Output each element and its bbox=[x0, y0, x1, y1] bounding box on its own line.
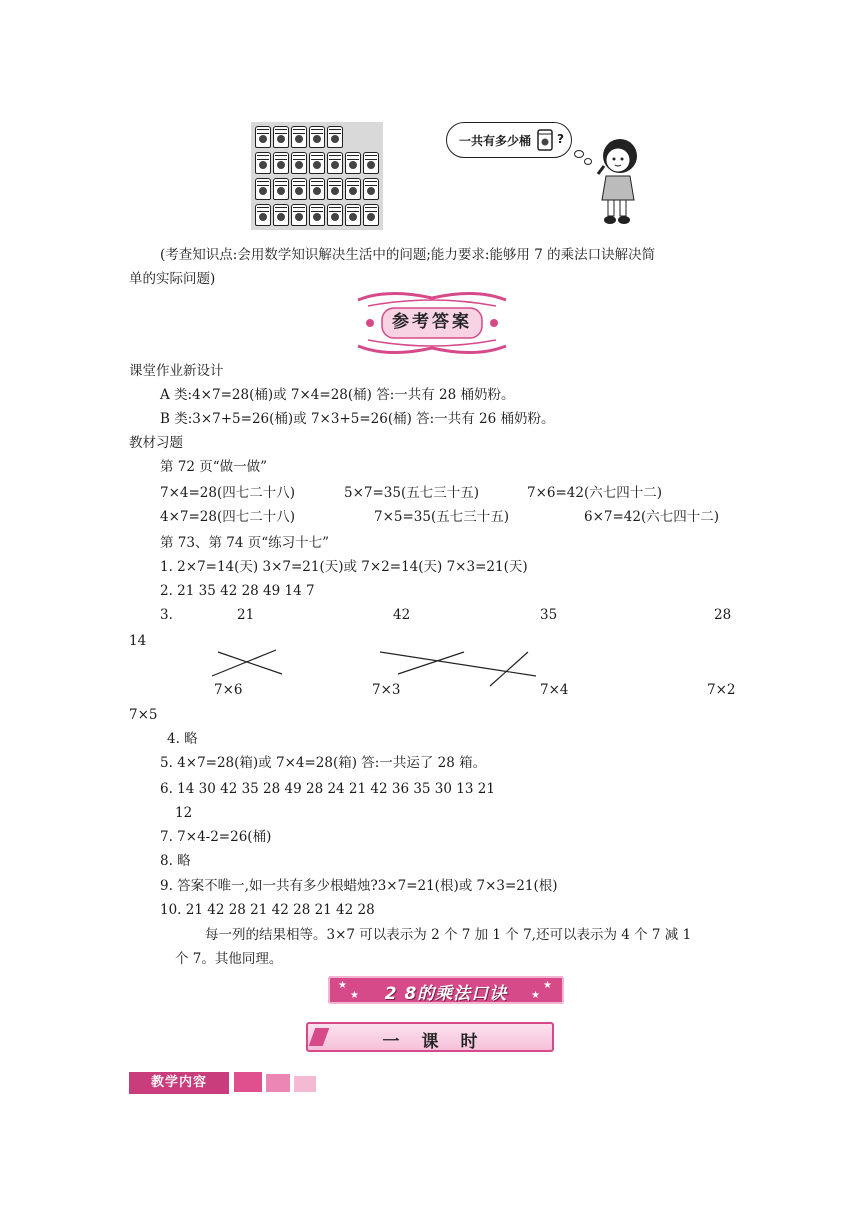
answer-line: 21 bbox=[237, 607, 255, 623]
star-icon: ★ bbox=[531, 990, 540, 1001]
answer-line: 28 bbox=[714, 607, 732, 623]
note-line-2: 单的实际问题) bbox=[129, 271, 216, 287]
bubble-question-mark: ? bbox=[557, 132, 564, 146]
tag-square-icon bbox=[294, 1076, 316, 1092]
answer-line: 10. 21 42 28 21 42 28 21 42 28 bbox=[160, 902, 375, 918]
answer-line: 7×6=42(六七四十二) bbox=[527, 485, 663, 501]
match-line bbox=[490, 652, 528, 686]
answer-line: 7×2 bbox=[707, 682, 736, 698]
answer-line: 7×4=28(四七二十八) bbox=[160, 485, 296, 501]
answer-line: 5. 4×7=28(箱)或 7×4=28(箱) 答:一共运了 28 箱。 bbox=[160, 755, 487, 771]
answer-line: 12 bbox=[175, 805, 193, 821]
answer-line: 35 bbox=[540, 607, 558, 623]
answer-line: 7. 7×4-2=26(桶) bbox=[160, 829, 272, 845]
answer-line: 7×4 bbox=[540, 682, 569, 698]
answer-line: 7×6 bbox=[214, 682, 243, 698]
answer-line: 4×7=28(四七二十八) bbox=[160, 509, 296, 525]
answer-line: 第 72 页“做一做” bbox=[160, 459, 268, 475]
lesson-title: 一课时 bbox=[382, 1032, 500, 1052]
bubble-text: 一共有多少桶 bbox=[459, 134, 532, 148]
answer-line: 教材习题 bbox=[129, 435, 183, 451]
answer-line: 个 7。其他同理。 bbox=[175, 951, 283, 967]
answer-line: B 类:3×7+5=26(桶)或 7×3+5=26(桶) 答:一共有 26 桶奶粉。 bbox=[160, 411, 555, 427]
answer-line: 7×5=35(五七三十五) bbox=[374, 509, 510, 525]
answer-line: 2. 21 35 42 28 49 14 7 bbox=[160, 583, 315, 599]
answer-line: 1. 2×7=14(天) 3×7=21(天)或 7×2=14(天) 7×3=21(天) bbox=[160, 559, 528, 575]
section-title: 2 8的乘法口诀 bbox=[384, 984, 508, 1004]
match-line bbox=[212, 650, 276, 676]
star-icon: ★ bbox=[350, 990, 359, 1001]
answer-line: 课堂作业新设计 bbox=[129, 363, 224, 379]
answer-line: 9. 答案不唯一,如一共有多少根蜡烛?3×7=21(根)或 7×3=21(根) bbox=[160, 878, 558, 894]
answer-line: 7×5 bbox=[129, 707, 158, 723]
star-icon: ★ bbox=[543, 980, 552, 991]
star-icon: ★ bbox=[338, 980, 347, 991]
match-line bbox=[218, 652, 282, 674]
tag-square-icon bbox=[266, 1074, 290, 1092]
answer-line: 14 bbox=[129, 633, 147, 649]
tag-square-icon bbox=[234, 1072, 262, 1092]
answer-line: 每一列的结果相等。3×7 可以表示为 2 个 7 加 1 个 7,还可以表示为 4 个 7 减 1 bbox=[205, 927, 692, 943]
answer-line: 7×3 bbox=[372, 682, 401, 698]
answer-line: 5×7=35(五七三十五) bbox=[344, 485, 480, 501]
answer-line: A 类:4×7=28(桶)或 7×4=28(桶) 答:一共有 28 桶奶粉。 bbox=[160, 387, 515, 403]
answer-line: 6. 14 30 42 35 28 49 28 24 21 42 36 35 30 13 21 bbox=[160, 781, 495, 797]
answer-line: 6×7=42(六七四十二) bbox=[584, 509, 720, 525]
answer-header-text: 参考答案 bbox=[392, 312, 472, 332]
note-line-1: (考查知识点:会用数学知识解决生活中的问题;能力要求:能够用 7 的乘法口诀解决简 bbox=[160, 247, 656, 263]
answer-line: 42 bbox=[393, 607, 411, 623]
lesson-band bbox=[306, 1022, 554, 1052]
answer-line: 4. 略 bbox=[167, 731, 198, 747]
section-title-band bbox=[328, 976, 564, 1004]
answer-line: 第 73、第 74 页“练习十七” bbox=[160, 535, 330, 551]
section-tag: 教学内容 bbox=[129, 1072, 229, 1094]
answer-line: 8. 略 bbox=[160, 853, 191, 869]
answer-line: 3. bbox=[160, 607, 173, 623]
